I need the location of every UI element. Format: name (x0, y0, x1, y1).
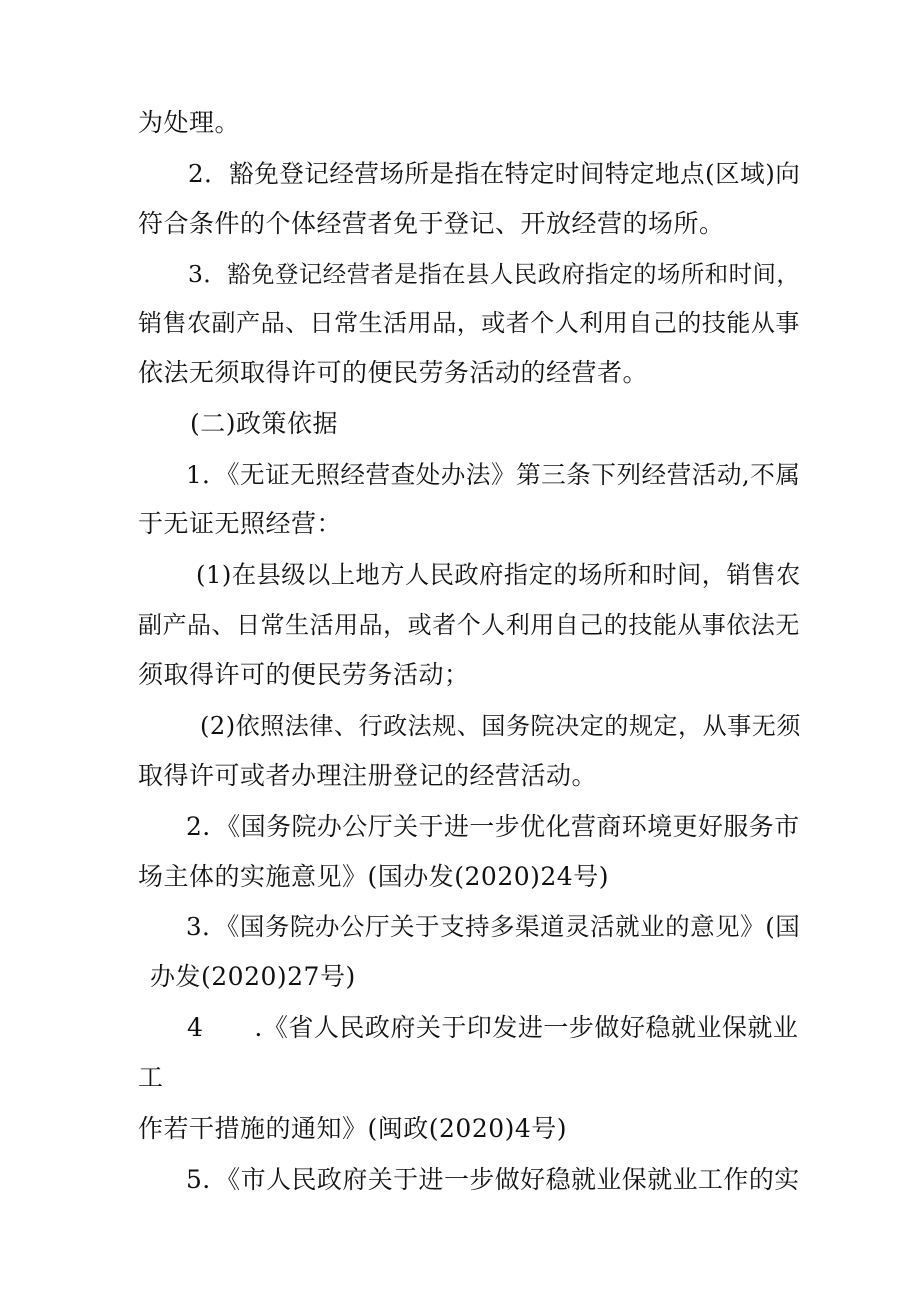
text-line: 为处理。 (138, 108, 241, 137)
text-line: 场主体的实施意见》(国办发(2020)24号) (138, 862, 609, 891)
text-line: 于无证无照经营： (138, 509, 343, 538)
text-line: 3．豁免登记经营者是指在县人民政府指定的场所和时间， (188, 260, 801, 288)
text-line: 工 (138, 1063, 164, 1092)
text-line: 2．《国务院办公厅关于进一步优化营商环境更好服务市 (186, 812, 800, 841)
text-line: 取得许可或者办理注册登记的经营活动。 (138, 761, 598, 790)
text-line: 4 .《省人民政府关于印发进一步做好稳就业保就业 (187, 1013, 799, 1042)
text-line: 副产品、日常生活用品，或者个人利用自己的技能从事依法无 (138, 611, 800, 639)
text-line: 销售农副产品、日常生活用品，或者个人利用自己的技能从事 (138, 309, 800, 337)
text-line: 1．《无证无照经营查处办法》第三条下列经营活动,不属 (186, 460, 801, 489)
text-line: 3．《国务院办公厅关于支持多渠道灵活就业的意见》(国 (186, 912, 801, 941)
text-line: 办发(2020)27号) (150, 962, 356, 991)
text-line: 符合条件的个体经营者免于登记、开放经营的场所。 (138, 209, 725, 238)
text-line: 须取得许可的便民劳务活动； (138, 660, 470, 689)
text-line: 2．豁免登记经营场所是指在特定时间特定地点(区域)向 (188, 159, 801, 188)
section-heading: (二)政策依据 (190, 409, 339, 438)
text-line: (2)依照法律、行政法规、国务院决定的规定，从事无须 (200, 712, 801, 740)
text-line: 依法无须取得许可的便民劳务活动的经营者。 (138, 358, 649, 387)
text-line: (1)在县级以上地方人民政府指定的场所和时间，销售农 (196, 560, 801, 589)
text-line: 5．《市人民政府关于进一步做好稳就业保就业工作的实 (186, 1165, 800, 1194)
text-line: 作若干措施的通知》(闽政(2020)4号) (138, 1114, 568, 1143)
